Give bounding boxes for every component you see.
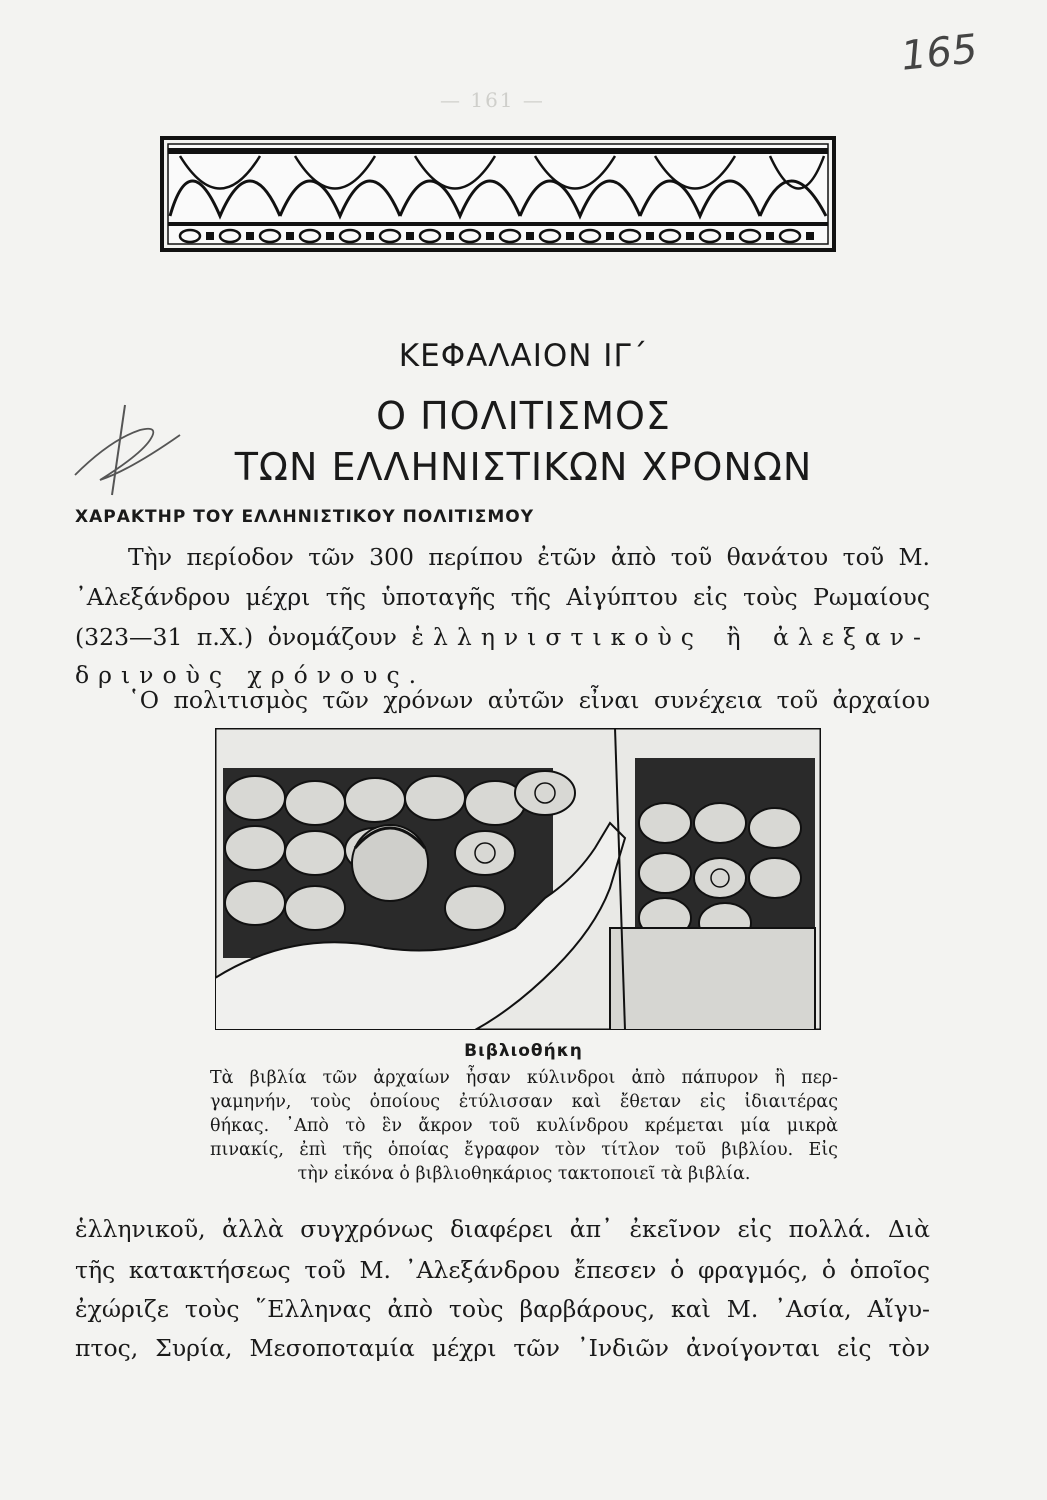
intro-line-3 [75,623,930,651]
library-scroll-engraving [215,728,821,1030]
caption-line-2: γαμηνήν, τοὺς ὁποίους ἐτύλισσαν καὶ ἔθεταν εἰς ἰδιαιτέρας [210,1092,838,1112]
decorative-header-ornament [160,136,836,252]
body-line-2: τῆς κατακτήσεως τοῦ Μ. ᾿Αλεξάνδρου ἔπεσεν ὁ φραγμός, ὁ ὁποῖος [75,1256,930,1284]
intro-line-3-start: (323—31 π.Χ.) ὀνομάζουν [75,623,397,651]
term-hellenistic-alexandrian: ἑλληνιστικοὺς ἢ ἀλεξαν- [411,623,930,651]
intro-line-1: Τὴν περίοδον τῶν 300 περίπου ἐτῶν ἀπὸ τοῦ θανάτου τοῦ Μ. [128,543,930,571]
chapter-label: ΚΕΦΑΛΑΙΟΝ ΙΓ΄ [398,338,649,374]
section-heading: ΧΑΡΑΚΤΗΡ ΤΟΥ ΕΛΛΗΝΙΣΤΙΚΟΥ ΠΟΛΙΤΙΣΜΟΥ [75,507,534,527]
body-line-3: ἐχώριζε τοὺς ῞Ελληνας ἀπὸ τοὺς βαρβάρους, καὶ Μ. ᾿Ασία, Αἴγυ- [75,1295,930,1323]
caption-title: Βιβλιοθήκη [464,1041,583,1061]
intro-line-5: ῾Ο πολιτισμὸς τῶν χρόνων αὐτῶν εἶναι συνέχεια τοῦ ἀρχαίου [128,686,930,714]
chapter-title-line-1: Ο ΠΟΛΙΤΙΣΜΟΣ [376,394,671,438]
intro-line-4: δρινοὺς χρόνους. [75,661,426,689]
chapter-title-line-2: ΤΩΝ ΕΛΛΗΝΙΣΤΙΚΩΝ ΧΡΟΝΩΝ [234,445,813,489]
caption-line-1: Τὰ βιβλία τῶν ἀρχαίων ἦσαν κύλινδροι ἀπὸ πάπυρον ἢ περ- [210,1068,838,1088]
body-line-4: πτος, Συρία, Μεσοποταμία μέχρι τῶν ᾿Ινδιῶν ἀνοίγονται εἰς τὸν [75,1334,930,1362]
handwritten-page-number: 165 [898,26,980,80]
body-line-1: ἑλληνικοῦ, ἀλλὰ συγχρόνως διαφέρει ἀπ᾿ ἐκεῖνον εἰς πολλά. Διὰ [75,1215,930,1243]
intro-line-2: ᾿Αλεξάνδρου μέχρι τῆς ὑποταγῆς τῆς Αἰγύπτου εἰς τοὺς Ρωμαίους [75,583,930,611]
caption-line-3: θήκας. ᾿Απὸ τὸ ἓν ἄκρον τοῦ κυλίνδρου κρέμεται μία μικρὰ [210,1116,838,1136]
show-through-page-number: — 161 — [440,88,545,112]
caption-line-4: πινακίς, ἐπὶ τῆς ὁποίας ἔγραφον τὸν τίτλον τοῦ βιβλίου. Εἰς [210,1140,838,1160]
pencil-scribble-mark [70,400,200,500]
caption-line-5: τὴν εἰκόνα ὁ βιβλιοθηκάριος τακτοποιεῖ τὰ βιβλία. [297,1164,751,1184]
